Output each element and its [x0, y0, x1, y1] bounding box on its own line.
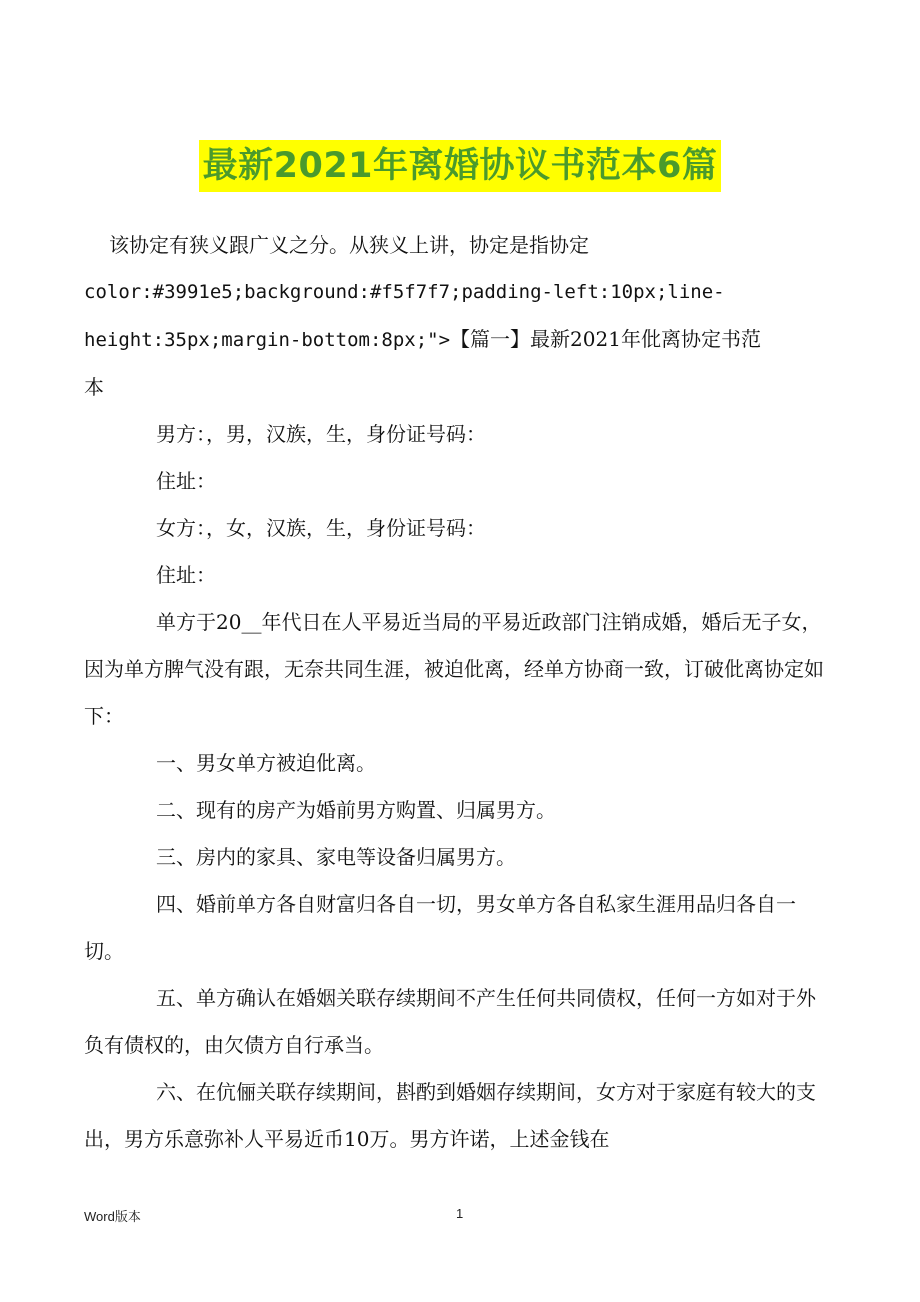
paragraph-wife: 女方：，女，汉族，生，身份证号码： [156, 516, 486, 540]
title-area [0, 140, 920, 192]
document-body [84, 222, 834, 1163]
paragraph-clause-1: 一、男女单方被迫仳离。 [156, 751, 376, 775]
paragraph-husband-address: 住址： [156, 469, 216, 493]
paragraph-clause-3: 三、房内的家具、家电等设备归属男方。 [156, 845, 516, 869]
paragraph-clause-6: 六、在伉俪关联存续期间，斟酌到婚姻存续期间，女方对于家庭有较大的支出，男方乐意弥补人平易近币10万。男方许诺，上述金钱在 [84, 1080, 816, 1151]
section-heading: 【篇一】最新2021年仳离协定书范 [450, 327, 761, 351]
paragraph-preamble: 单方于20__年代日在人平易近当局的平易近政部门注销成婚，婚后无子女，因为单方脾气没有跟，无奈共同生涯，被迫仳离，经单方协商一致，订破仳离协定如下： [84, 610, 824, 728]
paragraph-husband: 男方：，男，汉族，生，身份证号码： [156, 422, 486, 446]
paragraph-wife-address: 住址： [156, 563, 216, 587]
document-title: 最新2021年离婚协议书范本6篇 [199, 140, 722, 192]
paragraph-clause-4: 四、婚前单方各自财富归各自一切，男女单方各自私家生涯用品归各自一切。 [84, 892, 796, 963]
intro-paragraph: 该协定有狭义跟广义之分。从狭义上讲，协定是指协定 [109, 233, 589, 257]
paragraph-clause-2: 二、现有的房产为婚前男方购置、归属男方。 [156, 798, 556, 822]
paragraph-clause-5: 五、单方确认在婚姻关联存续期间不产生任何共同债权，任何一方如对于外负有债权的，由欠债方自行承当。 [84, 986, 816, 1057]
code-line-1: color:#3991e5;background:#f5f7f7;padding-left:10px;line- [84, 281, 725, 303]
page-number: 1 [456, 1206, 464, 1221]
footer-label: Word版本 [84, 1209, 141, 1224]
code-fragment: height:35px;margin-bottom:8px;"> [84, 329, 451, 351]
code-line-2 [84, 316, 834, 364]
code-line-3: 本 [84, 375, 104, 399]
